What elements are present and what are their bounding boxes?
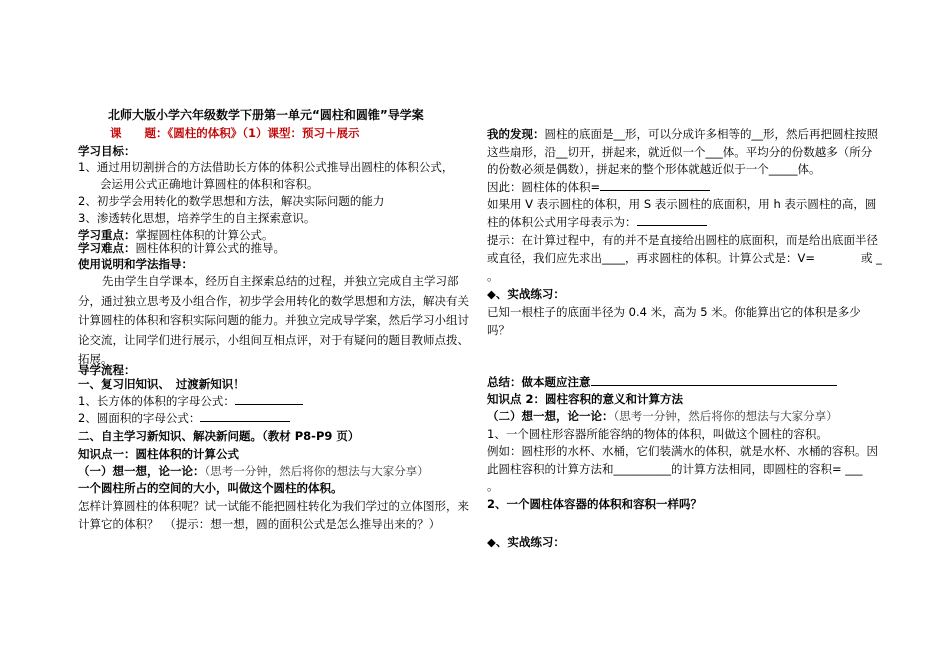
- volume-question: 怎样计算圆柱的体积呢？试一试能不能把圆柱转化为我们学过的立体图形，来计算它的体积？ （提示：想一想，圆的面积公式是怎么推导出来的？）: [78, 499, 469, 531]
- topic-text: 《圆柱的体积》（1）课型：预习＋展示: [167, 126, 360, 140]
- think2-label: （二）想一想，论一论：: [487, 409, 614, 423]
- review-2-text: 2、圆面积的字母公式：: [78, 411, 201, 425]
- summary-line: [487, 374, 882, 392]
- review-1: [78, 393, 473, 411]
- review-2-blank[interactable]: [200, 410, 290, 422]
- point1-heading: 知识点一：圆柱体积的计算公式: [78, 447, 239, 461]
- point2-heading: 知识点 2：圆柱容积的意义和计算方法: [487, 392, 684, 406]
- example-end: 。: [487, 479, 499, 493]
- hint-end: 。: [487, 269, 499, 283]
- topic-label: 课 题：: [110, 126, 168, 140]
- summary-blank[interactable]: [591, 374, 837, 386]
- goal-3: 3、渗透转化思想，培养学生的自主探索意识。: [78, 211, 316, 225]
- discovery-label: 我的发现：: [487, 127, 545, 141]
- practice1-heading: ◆、实战练习：: [487, 287, 565, 301]
- hard-text: 圆柱体积的计算公式的推导。: [135, 241, 285, 255]
- therefore-line: [487, 179, 882, 197]
- review-1-blank[interactable]: [235, 393, 303, 405]
- formula-text: 如果用 V 表示圆柱的体积，用 S 表示圆柱的底面积，用 h 表示圆柱的高，圆柱的体积公式用字母表示为：: [487, 197, 877, 229]
- goal-2: 2、初步学会用转化的数学思想和方法，解决实际问题的能力: [78, 194, 385, 208]
- volume-definition: 一个圆柱所占的空间的大小，叫做这个圆柱的体积。: [78, 481, 343, 495]
- formula-line: [487, 196, 882, 231]
- discovery-text: 圆柱的底面是__形，可以分成许多相等的__形，然后再把圆柱按照这些扇形，沿__切开，拼起来，就近似一个___体。平均分的份数越多（所分的份数必须是偶数），拼起来的整个形体就越近似于一个_____体。: [487, 127, 878, 176]
- think2-hint: （思考一分钟，然后将你的想法与大家分享）: [613, 409, 838, 423]
- hard-label: 学习难点：: [78, 241, 136, 255]
- flow-heading: 导学流程：: [78, 363, 136, 377]
- usage-text: 先由学生自学课本，经历自主探索总结的过程，并独立完成自主学习部分，通过独立思考及小组合作，初步学会用转化的数学思想和方法，解决有关计算圆柱的体积和容积实际问题的能力。并独立完成导学案，然后学习小组讨论交流，让同学们进行展示，小组间互相点评，对于有疑问的题目教师点拨、拓展。: [78, 274, 469, 367]
- hint-text: 提示：在计算过程中，有的并不是直接给出圆柱的底面积，而是给出底面半径或直径，我们应先求出____，再求圆柱的体积。计算公式是：V= 或 _: [487, 233, 882, 265]
- capacity-definition: 1、一个圆柱形容器所能容纳的物体的体积，叫做这个圆柱的容积。: [487, 427, 828, 441]
- therefore-text: 因此：圆柱体的体积=: [487, 180, 601, 194]
- think-hint: （思考一分钟，然后将你的想法与大家分享）: [204, 464, 429, 478]
- therefore-blank[interactable]: [600, 179, 710, 191]
- key-label: 学习重点：: [78, 228, 136, 242]
- discovery: [487, 126, 882, 179]
- review-heading: 一、复习旧知识、 过渡新知识！: [78, 377, 245, 391]
- think-line: [78, 463, 473, 481]
- think2-line: [487, 408, 882, 426]
- review-1-text: 1、长方体的体积的字母公式：: [78, 394, 235, 408]
- document-title: 北师大版小学六年级数学下册第一单元“圆柱和圆锥”导学案: [108, 108, 424, 122]
- formula-blank[interactable]: [637, 214, 707, 226]
- hint: [487, 232, 882, 267]
- goal-1a: 1、通过用切割拼合的方法借助长方体的体积公式推导出圆柱的体积公式，: [78, 160, 454, 174]
- question-2: 2、一个圆柱体容器的体积和容积一样吗？: [487, 497, 702, 511]
- goal-1b: 会运用公式正确地计算圆柱的体积和容积。: [100, 177, 319, 191]
- practice1-text: 已知一根柱子的底面半径为 0.4 米，高为 5 米。你能算出它的体积是多少吗？: [487, 305, 861, 337]
- self-study-heading: 二、自主学习新知识、解决新问题。（教材 P8-P9 页）: [78, 429, 360, 443]
- review-2: [78, 410, 473, 428]
- summary-label: 总结：做本题应注意: [487, 375, 591, 389]
- goals-heading: 学习目标：: [78, 144, 136, 158]
- key-text: 掌握圆柱体积的计算公式。: [135, 228, 274, 242]
- think-label: （一）想一想，论一论：: [78, 464, 205, 478]
- usage-heading: 使用说明和学法指导：: [78, 257, 193, 271]
- topic-line: [110, 125, 505, 143]
- practice2-heading: ◆、实战练习：: [487, 535, 565, 549]
- capacity-example: 例如：圆柱形的水杯、水桶，它们装满水的体积，就是水杯、水桶的容积。因此圆柱容积的计算方法和__________的计算方法相同，即圆柱的容积= ___: [487, 444, 878, 476]
